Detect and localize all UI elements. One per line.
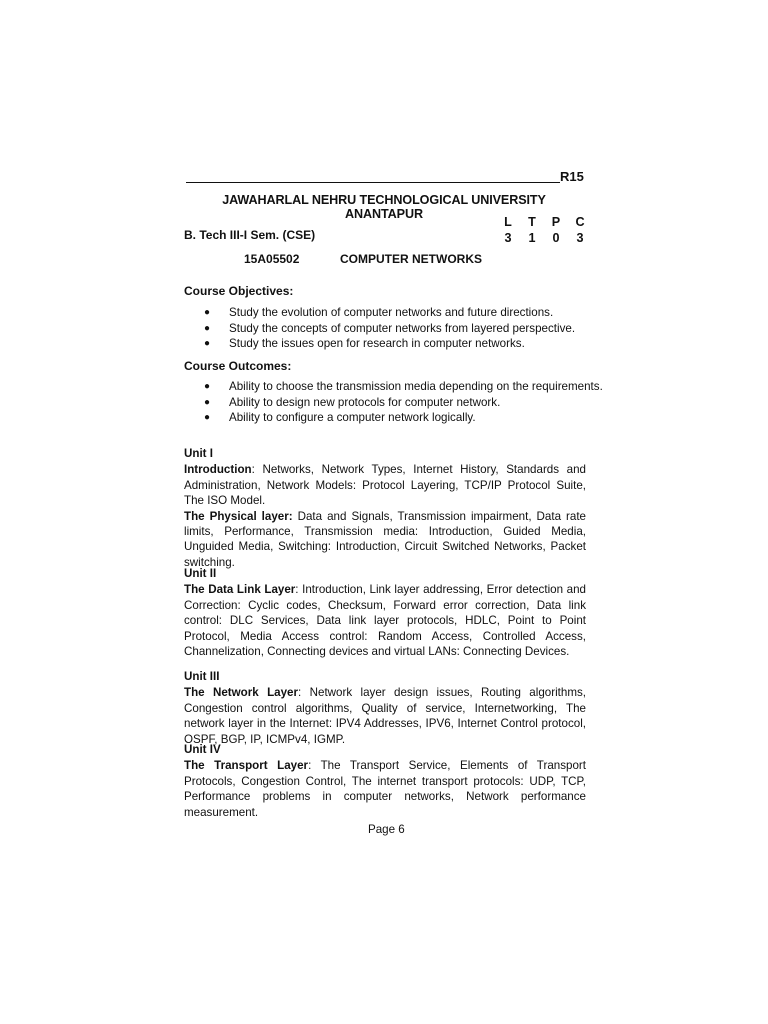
credit-value-lecture: 3: [504, 231, 512, 245]
header-rule: [186, 182, 560, 183]
unit-paragraph: [184, 582, 586, 659]
objective-text: Study the concepts of computer networks from layered perspective.: [229, 321, 576, 335]
bullet-icon: ●: [204, 338, 211, 349]
credits-table: [496, 215, 592, 245]
list-item: [204, 336, 575, 352]
credit-label-credits: C: [575, 215, 585, 229]
topic-text: : Network layer design issues, Routing algorithms, Congestion control algorithms, Quality of service, Internetworking, The network layer in the Internet: IPV4 Addresses, IPV6, Internet Control protocol, OSPF, BGP, IP, ICMPv4, IGMP.: [184, 686, 587, 746]
unit-paragraph: [184, 758, 586, 820]
program-semester: B. Tech III-I Sem. (CSE): [184, 228, 316, 242]
course-code: 15A05502: [244, 252, 300, 266]
course-title: COMPUTER NETWORKS: [340, 252, 482, 266]
bullet-icon: ●: [204, 307, 211, 318]
unit-paragraph: [184, 509, 586, 571]
unit-title: Unit IV: [184, 743, 221, 756]
bullet-icon: ●: [204, 322, 211, 334]
topic-text: : Networks, Network Types, Internet History, Standards and Administration, Network Models: Protocol Layering, TCP/IP Protocol Suite, The ISO Model.: [184, 463, 586, 508]
list-item: [204, 410, 603, 426]
bullet-icon: ●: [204, 412, 211, 423]
unit-title: Unit II: [184, 567, 217, 580]
credit-label-practical: P: [551, 215, 561, 229]
page-number: Page 6: [368, 823, 405, 836]
topic-heading: The Physical layer:: [184, 509, 293, 523]
unit-title: Unit III: [184, 670, 220, 683]
outcome-text: Ability to configure a computer network logically.: [229, 411, 476, 424]
unit-title: Unit I: [184, 447, 213, 460]
topic-heading: The Network Layer: [184, 686, 299, 700]
credits-labels-row: [496, 215, 592, 229]
credit-value-practical: 0: [552, 231, 560, 245]
list-item: [204, 305, 575, 321]
list-item: [204, 321, 575, 337]
university-name: JAWAHARLAL NEHRU TECHNOLOGICAL UNIVERSITY ANANTAPUR: [222, 193, 546, 221]
bullet-icon: ●: [204, 381, 211, 392]
outcome-text: Ability to design new protocols for computer network.: [229, 395, 501, 409]
bullet-icon: ●: [204, 396, 211, 408]
objectives-heading: Course Objectives:: [184, 284, 294, 298]
unit-paragraph: [184, 462, 586, 508]
credit-label-lecture: L: [504, 215, 512, 229]
list-item: [204, 379, 603, 395]
topic-text: : The Transport Service, Elements of Transport Protocols, Congestion Control, The internet transport protocols: UDP, TCP, Performance problems in computer networks, Network performance measurement.: [184, 759, 586, 819]
topic-text: : Introduction, Link layer addressing, Error detection and Correction: Cyclic codes, Checksum, Forward error correction, Data link control: DLC Services, Data link layer protocols, HDLC, Point to Point Protocol, Media Access control: Random Access, Controlled Access, Channelization, Connecting devices and virtual LANs: Connecting Devices.: [184, 583, 586, 659]
outcomes-list: [204, 379, 603, 426]
credits-values-row: [496, 231, 592, 245]
list-item: [204, 395, 603, 411]
outcomes-heading: Course Outcomes:: [184, 359, 292, 373]
unit-paragraph: [184, 685, 586, 747]
outcome-text: Ability to choose the transmission media depending on the requirements.: [229, 380, 603, 393]
unit-2: [184, 566, 586, 659]
topic-heading: Introduction: [184, 463, 252, 477]
topic-text: Data and Signals, Transmission impairment, Data rate limits, Performance, Transmission media: Introduction, Guided Media, Unguided Media, Switching: Introduction, Circuit Switched Networks, Packet switching.: [184, 509, 587, 569]
topic-heading: The Transport Layer: [184, 759, 309, 773]
unit-1: [184, 446, 586, 570]
objectives-list: [204, 305, 575, 352]
unit-4: [184, 742, 586, 820]
unit-3: [184, 669, 586, 747]
credit-label-tutorial: T: [528, 215, 536, 229]
credit-value-tutorial: 1: [528, 231, 536, 245]
credit-value-credits: 3: [576, 231, 584, 245]
topic-heading: The Data Link Layer: [184, 583, 296, 597]
objective-text: Study the issues open for research in computer networks.: [229, 337, 525, 350]
regulation-code: R15: [560, 169, 584, 184]
objective-text: Study the evolution of computer networks and future directions.: [229, 306, 554, 319]
